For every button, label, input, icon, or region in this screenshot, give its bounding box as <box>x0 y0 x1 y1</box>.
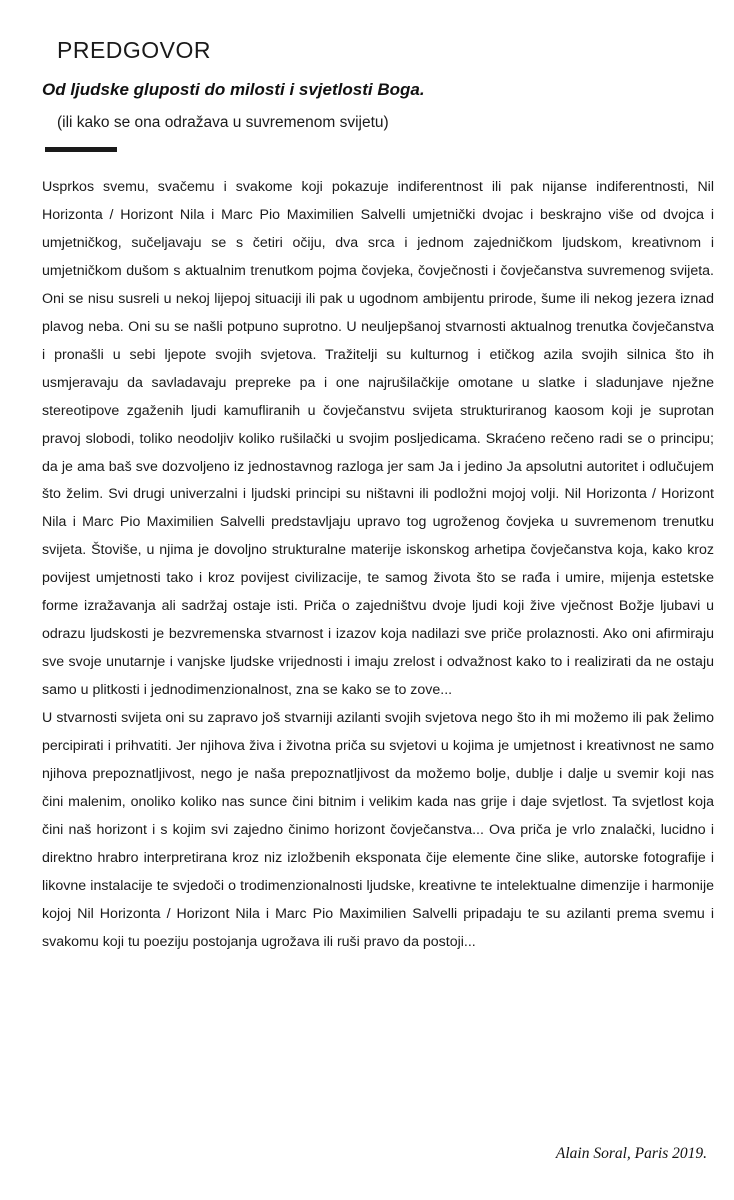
page-title: PREDGOVOR <box>57 37 212 63</box>
body-text <box>42 174 714 957</box>
body-paragraph-1: Usprkos svemu, svačemu i svakome koji pokazuje indiferentnost ili pak nijanse indiferentnosti, Nil Horizonta / Horizont Nila i Marc Pio Maximilien Salvelli umjetnički dvojac i beskrajno više od dvojca i umjetničkog, sučeljavaju se s četiri očiju, dva srca i jednom zajedničkom ljudskom, kreativnom i umjetničkom dušom s aktualnim trenutkom pojma čovjeka, čovječnosti i čovječanstva suvremenog svijeta. Oni se nisu susreli u nekoj lijepoj situaciji ili pak u ugodnom ambijentu prirode, šume ili nekog jezera iznad plavog neba. Oni su se našli potpuno suprotno. U neuljepšanoj stvarnosti aktualnog trenutka čovječanstva i pronašli u sebi ljepote svojih svjetova. Tražitelji su kulturnog i etičkog azila svojih silnica što ih usmjeravaju da savladavaju prepreke pa i one najrušilačkije omotane u slatke i sladunjave nježne stereotipove zgaženih ljudi kamufliranih u čovječanstvu svijeta strukturiranog kaosom koji je suprotan pravoj slobodi, toliko neodoljiv koliko rušilački u svojim posljedicama. Skraćeno rečeno radi se o principu; da je ama baš sve dozvoljeno iz jednostavnog razloga jer sam Ja i jedino Ja apsolutni autoritet i odlučujem što želim. Svi drugi univerzalni i ljudski principi su ništavni ili podložni mojoj volji. Nil Horizonta / Horizont Nila i Marc Pio Maximilien Salvelli predstavljaju upravo tog ugroženog čovjeka u suvremenom trenutku svijeta. Štoviše, u njima je dovoljno strukturalne materije iskonskog arhetipa čovječanstva koja, kako kroz povijest umjetnosti tako i kroz povijest civilizacije, te samog života što se rađa i umire, mijenja estetske forme izražavanja ali sadržaj ostaje isti. Priča o zajedništvu dvoje ljudi koji žive vječnost Božje ljubavi u odrazu ljudskosti je bezvremenska stvarnost i izazov koja nadilazi sve priče prolaznosti. Ako oni afirmiraju sve svoje unutarnje i vanjske ljudske vrijednosti i imaju zrelost i odvažnost kako to i realizirati da ne ostaju samo u plitkosti i jednodimenzionalnost, zna se kako se to zove... <box>42 179 714 699</box>
subtitle-note: (ili kako se ona odražava u suvremenom svijetu) <box>57 114 389 131</box>
title-underline-rule <box>45 147 117 152</box>
author-signature: Alain Soral, Paris 2019. <box>555 1145 707 1162</box>
body-paragraph-2: U stvarnosti svijeta oni su zapravo još stvarniji azilanti svojih svjetova nego što ih mi možemo ili pak želimo percipirati i prihvatiti. Jer njihova živa i životna priča su svjetovi u kojima je umjetnost i kreativnost ne samo njihova prepoznatljivost, nego je naša prepoznatljivost da možemo bolje, dublje i dalje u svemir koji nas čini malenim, onoliko koliko nas sunce čini bitnim i velikim kada nas grije i daje svjetlost. Ta svjetlost koja čini naš horizont i s kojim svi zajedno činimo horizont čovječanstva... Ova priča je vrlo znalački, lucidno i direktno hrabro interpretirana kroz niz izložbenih eksponata čije elemente čine slike, autorske fotografije i likovne instalacije te svjedoči o trodimenzionalnosti ljudske, kreativne te intelektualne dimenzije i harmonije kojoj Nil Horizonta / Horizont Nila i Marc Pio Maximilien Salvelli pripadaju te su azilanti prema svemu i svakomu koji tu poeziju postojanja ugrožava ili ruši pravo da postoji... <box>42 710 714 950</box>
page-subtitle: Od ljudske gluposti do milosti i svjetlosti Boga. <box>42 80 425 99</box>
